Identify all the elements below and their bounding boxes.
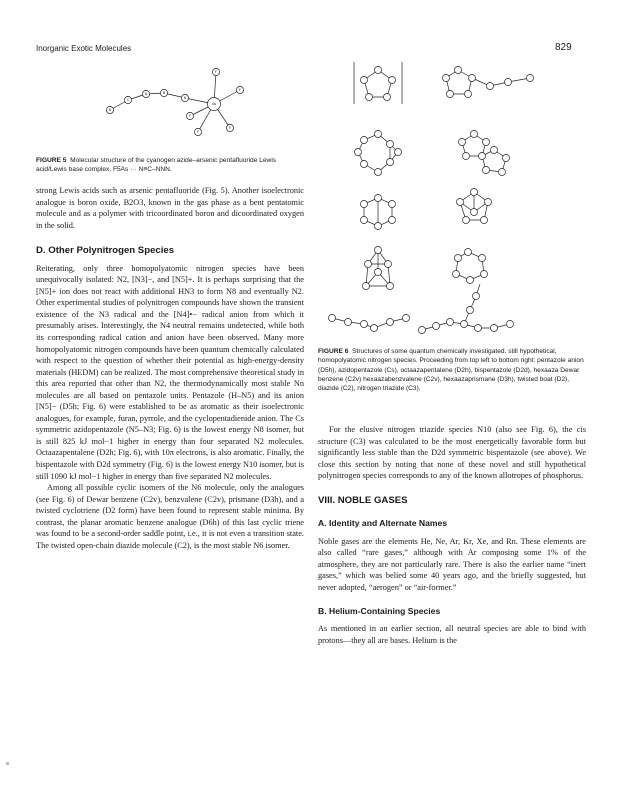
margin-mark <box>6 762 9 765</box>
figure6-structures <box>318 52 586 342</box>
paragraph-noble-gas-names: Noble gases are the elements He, Ne, Ar, Kr, Xe, and Rn. These elements are also called “rare gases,” although with Ar composing some 1% of the atmosphere, they are not particularly rare. There is also the earlier name “inert gases,” which was belied some 40 years ago, and the briefly suggested, but never adopted, “aerogen” or “air-former.” <box>318 536 586 593</box>
octaazapentalene-structure <box>355 131 402 176</box>
section-heading-b: B. Helium-Containing Species <box>318 605 441 616</box>
dewar-benzene-structure <box>361 195 396 230</box>
paragraph-polynitrogen-2: Among all possible cyclic isomers of the N6 molecule, only the analogues (see Fig. 6) of Dewar benzene (C2v), benzvalene (C2v), prismane (D3h), and a twisted cyclotriene (D2 form) have been found to represent stable minima. By contrast, the planar aromatic benzene analogue (D6h) of this last cyclic triene was found to be a second-order saddle point, i.e., it is not even a transition state. The twisted open-chain diazide molecule (C2), is the most stable N6 isomer. <box>36 483 304 550</box>
paragraph-polynitrogen-1: Reiterating, only three homopolyatomic nitrogen species have been unequivocally isolated: N2, [N3]−, and [N5]+. It is perhaps surprising that the [N5]+ ion does not react with additional HN3 to form N8 and eventually N2. Other experimental studies of polynitrogen compounds have shown the transient existence of the N3 radical and the [N4]•− radical anion from which it presumably arises. Interestingly, the N4 neutral remains undetected, while both its corresponding radical cation and anion have been observed. Many more homopolyatomic nitrogen compounds have been quantum chemically calculated with respect to the question of whether their potential as high-energy-density materials (HEDM) can be realized. The most comprehensive theoretical study in this area reported that other than N2, the thermodynamically most stable Nn molecules are all based on pentazole units. Pentazole (H–N5) and its anion [N5]− (D5h; Fig. 6) were established to be as aromatic as their isoelectronic analogues, for example, furan, pyrrole, and the cyclopentadienide anion. The Cs symmetric azidopentazole (N5–N3; Fig. 6) is the lowest energy N8 isomer, but is still 825 kJ mol−1 higher in energy than four separated N2 molecules. Octaazapentalene (D2h; Fig. 6), with 10π electrons, is also aromatic. Finally, the bispentazole with D2d symmetry (Fig. 6) is the lowest energy N10 isomer, but is still 1090 kJ mol−1 higher in energy than five separated N2 molecules. <box>36 263 304 481</box>
azidopentazole-structure <box>443 67 534 98</box>
figure6-caption-text: Structures of some quantum chemically investigated, still hypothetical, homopolyatomic nitrogen species. Proceeding from top left to bottom right: pentazole anion (D5h), azidopentazole (Cs), octaazapentalene (D2h), bispentazole (D2d), hexaaza Dewar benzene (C2v) hexaazabenzvalene (C2v), hexaazaprismane (D3h), twisted boat (D2), diazide (C2), nitrogen triazide (C3). <box>318 348 584 393</box>
section-heading-d: D. Other Polynitrogen Species <box>36 245 175 257</box>
pentazole-anion-structure <box>354 62 402 104</box>
figure6-caption <box>318 347 586 393</box>
prismane-structure <box>363 247 394 290</box>
fig5-atom-label: C <box>126 98 130 102</box>
paragraph-lewis-acids: strong Lewis acids such as arsenic pentafluoride (Fig. 5). Another isoelectronic analogue is boron oxide, B2O3, known in the gas phase as a bent pentatomic molecule and as a polymer with tricoordinated boron and dicoordinated oxygen in the solid. <box>36 186 304 230</box>
bispentazole-structure <box>459 131 510 176</box>
fig5-atoms <box>106 68 243 135</box>
figure5-caption-text: Molecular structure of the cyanogen azide–arsenic pentafluoride Lewis acid/Lewis base complex, F5As ··· N≡C–NNN. <box>36 157 277 174</box>
benzvalene-structure <box>457 189 492 224</box>
figure6-caption-label: FIGURE 6 <box>318 348 349 355</box>
fig5-atom-label: F <box>228 126 232 130</box>
figure5-caption <box>36 156 304 175</box>
section-heading-a: A. Identity and Alternate Names <box>318 518 448 529</box>
fig5-atom-label: F <box>196 130 200 134</box>
left-column-text <box>36 185 304 551</box>
fig5-atom-label: F <box>214 70 218 74</box>
triazide-structure <box>419 284 514 334</box>
paragraph-nitrogen-triazide: For the elusive nitrogen triazide species N10 (also see Fig. 6), the cis structure (C3) was calculated to be the most energetically favorable form but significantly less stable than the D2d symmetric bispentazole (see above). We close this section by noting that none of these novel and still hypothetical polynitrogen species corresponds to any of the known allotropes of phosphorus. <box>318 425 586 481</box>
fig5-atom-label: N <box>162 91 166 95</box>
figure5-caption-label: FIGURE 5 <box>36 157 67 164</box>
figure5-molecule <box>90 60 270 150</box>
fig5-atom-label: N <box>144 92 148 96</box>
running-title: Inorganic Exotic Molecules <box>36 44 132 53</box>
section-heading-viii: VIII. NOBLE GASES <box>318 494 408 506</box>
twisted-boat-structure <box>453 249 488 284</box>
fig5-atom-label: N <box>108 108 112 112</box>
fig5-atom-label: F <box>188 114 192 118</box>
fig5-atom-label: N <box>183 96 187 100</box>
diazide-structure <box>329 315 410 332</box>
right-column-text <box>318 424 586 646</box>
paragraph-helium-species: As mentioned in an earlier section, all neutral species are able to bind with protons—they all are bases. Helium is the <box>318 624 586 645</box>
page-number: 829 <box>555 42 572 53</box>
fig5-atom-label: F <box>238 88 242 92</box>
fig5-atom-label: As <box>211 102 217 106</box>
